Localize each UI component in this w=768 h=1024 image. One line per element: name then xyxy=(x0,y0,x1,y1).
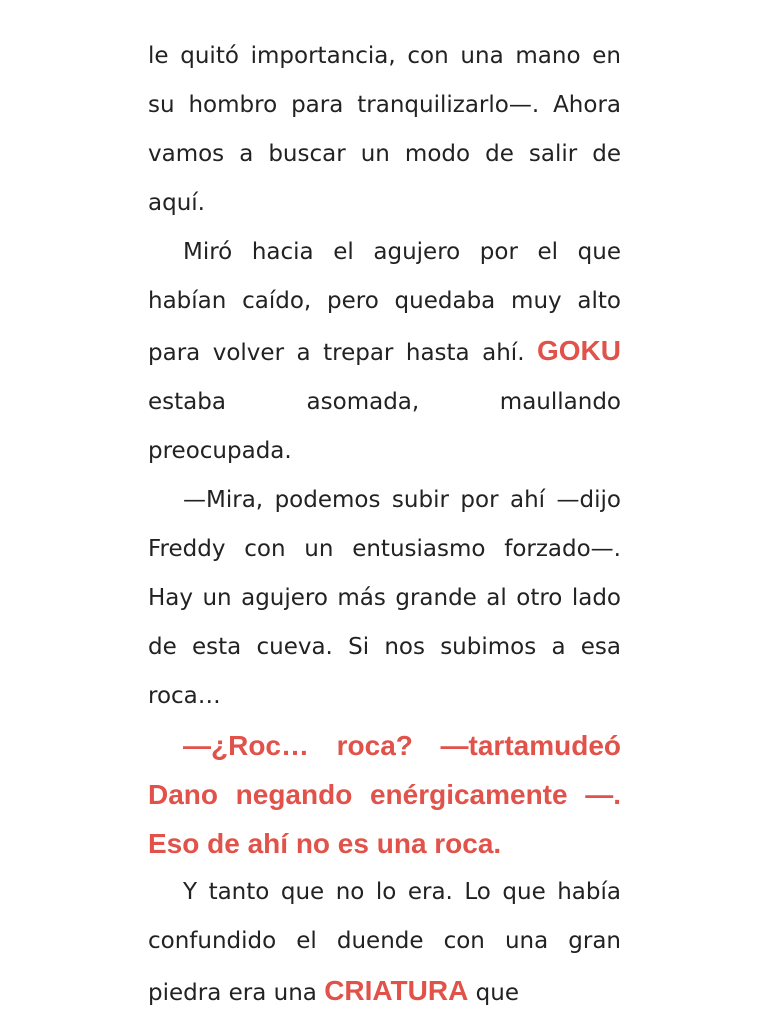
paragraph-5-text-end: que xyxy=(468,980,519,1006)
paragraph-4-text: —¿Roc… roca? —tartamudeó Dano negando enérgicamente —. Eso de ahí no es una roca. xyxy=(148,730,621,859)
paragraph-1-text: le quitó importancia, con una mano en su hombro para tranquilizarlo—. Ahora vamos a buscar un modo de salir de aquí. xyxy=(148,43,621,216)
highlight-goku: GOKU xyxy=(537,335,621,366)
paragraph-2 xyxy=(148,228,621,476)
paragraph-2-text-end: estaba asomada, maullando preocupada. xyxy=(148,389,621,464)
highlight-criatura: CRIATURA xyxy=(324,975,469,1006)
paragraph-3 xyxy=(148,476,621,721)
paragraph-5 xyxy=(148,868,621,1018)
book-page xyxy=(148,32,621,1018)
paragraph-1 xyxy=(148,32,621,228)
paragraph-3-text: —Mira, podemos subir por ahí —dijo Freddy con un entusiasmo forzado—. Hay un agujero más grande al otro lado de esta cueva. Si nos subimos a esa roca… xyxy=(148,487,621,709)
paragraph-5-text-start: Y tanto que no lo era. Lo que había confundido el duende con una gran piedra era una xyxy=(148,879,621,1006)
paragraph-4-emphasized xyxy=(148,721,621,868)
paragraph-2-text-start: Miró hacia el agujero por el que habían caído, pero quedaba muy alto para volver a trepar hasta ahí. xyxy=(148,239,621,366)
